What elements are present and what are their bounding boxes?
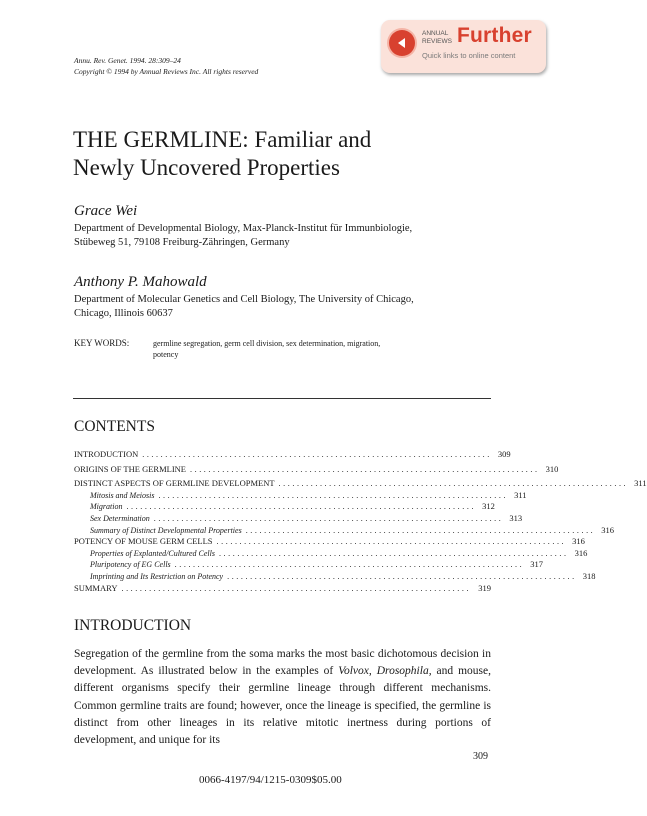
- back-arrow-icon: [389, 30, 415, 56]
- toc-subentry[interactable]: Migration ............................................................................ 312: [90, 501, 495, 512]
- organism-name: Drosophila,: [376, 665, 432, 678]
- further-label: Further: [457, 24, 532, 47]
- keywords-list: germline segregation, germ cell division, sex determination, migration, potency: [153, 339, 381, 359]
- footer-code: 0066-4197/94/1215-0309$05.00: [199, 774, 342, 786]
- toc-entry[interactable]: ORIGINS OF THE GERMLINE ............................................................................ 310: [74, 463, 559, 474]
- author-affiliation: Department of Developmental Biology, Max-Planck-Institut für Immunbiologie, Stübeweg 51, 79108 Freiburg-Zähringen, Germany: [74, 223, 413, 248]
- author-affiliation: Department of Molecular Genetics and Cell Biology, The University of Chicago, Chicago, Illinois 60637: [74, 294, 414, 319]
- divider: [73, 398, 491, 399]
- article-title: THE GERMLINE: Familiar and Newly Uncovered Properties: [73, 127, 372, 180]
- toc-entry[interactable]: INTRODUCTION ............................................................................ 309: [74, 449, 511, 459]
- toc-subentry[interactable]: Sex Determination ............................................................................ 313: [90, 512, 523, 523]
- toc-subentry[interactable]: Properties of Explanted/Cultured Cells ............................................................................ 316: [90, 547, 588, 558]
- toc-entry[interactable]: DISTINCT ASPECTS OF GERMLINE DEVELOPMENT ............................................................................ 311: [74, 478, 647, 489]
- author-name: Anthony P. Mahowald: [74, 274, 207, 290]
- introduction-paragraph: Segregation of the germline from the soma marks the most basic dichotomous decision in development. As illustrated below in the examples of Volvox, Drosophila, and mouse, different organisms specify their germline lineage through different mechanisms. Common germline traits are found; however, once the lineage is specified, the germline is distinct from other lineages in its relative mitotic inertness during portions of development, and unique for its: [74, 648, 492, 747]
- introduction-heading: INTRODUCTION: [74, 617, 192, 634]
- page-number: 309: [473, 751, 488, 762]
- author-name: Grace Wei: [74, 203, 138, 219]
- further-subtitle: Quick links to online content: [422, 51, 516, 60]
- table-of-contents: [74, 449, 647, 594]
- toc-entry[interactable]: POTENCY OF MOUSE GERM CELLS ............................................................................ 316: [74, 536, 585, 547]
- toc-subentry[interactable]: Mitosis and Meiosis ............................................................................ 311: [90, 489, 527, 500]
- organism-name: Volvox,: [338, 665, 372, 678]
- journal-citation: [74, 55, 258, 77]
- toc-entry[interactable]: SUMMARY ............................................................................ 319: [74, 582, 491, 593]
- toc-subentry[interactable]: Imprinting and Its Restriction on Potency ............................................................................ 318: [90, 570, 596, 581]
- keywords-label: KEY WORDS:: [74, 338, 130, 348]
- annual-reviews-logo-text: ANNUAL REVIEWS: [422, 30, 452, 45]
- toc-subentry[interactable]: Pluripotency of EG Cells ............................................................................ 317: [90, 559, 544, 570]
- toc-subentry[interactable]: Summary of Distinct Developmental Properties ............................................................................ 316: [90, 524, 615, 535]
- copyright-line: Copyright © 1994 by Annual Reviews Inc. All rights reserved: [74, 67, 259, 76]
- journal-citation-line: Annu. Rev. Genet. 1994. 28:309–24: [74, 56, 181, 65]
- contents-heading: CONTENTS: [74, 418, 155, 435]
- further-badge[interactable]: [381, 20, 546, 73]
